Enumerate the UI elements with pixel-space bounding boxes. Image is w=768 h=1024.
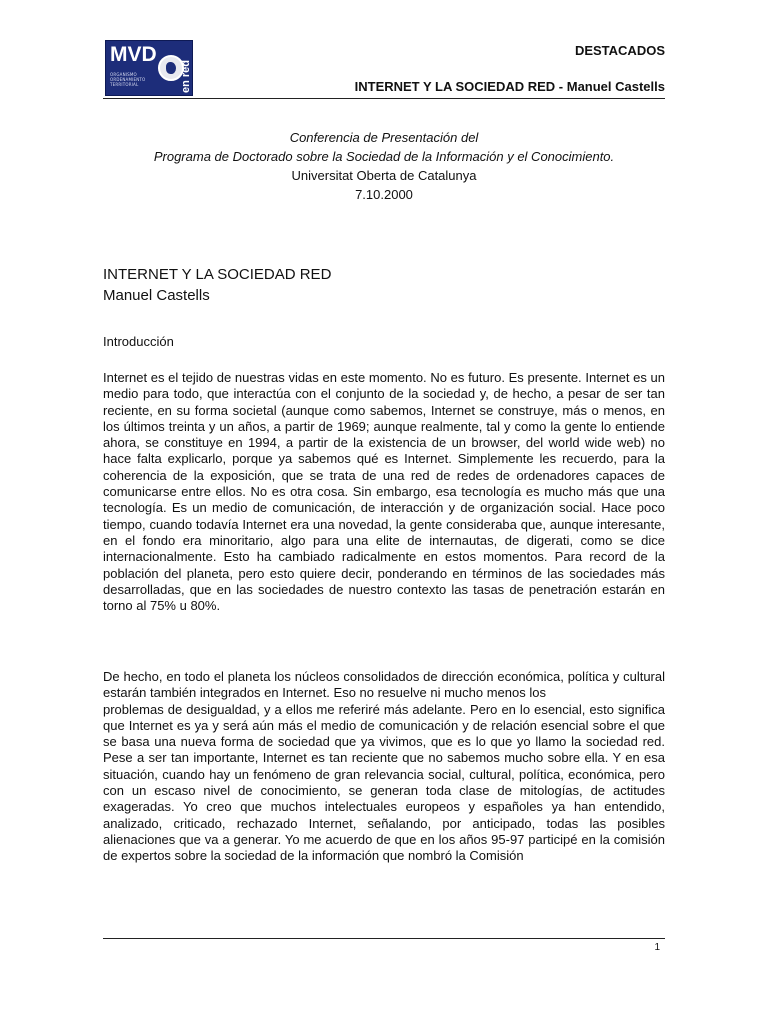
page-number: 1 — [654, 942, 660, 953]
conference-date: 7.10.2000 — [355, 187, 413, 202]
header-subtitle: INTERNET Y LA SOCIEDAD RED - Manuel Castells — [354, 79, 665, 94]
footer-divider — [103, 938, 665, 939]
section-heading: Introducción — [103, 334, 174, 349]
mvd-logo — [105, 40, 193, 96]
logo-small-text: ORGANISMO ORDENAMIENTO TERRITORIAL — [110, 72, 146, 87]
header-section-label: DESTACADOS — [574, 43, 665, 58]
header-divider — [103, 98, 665, 99]
conference-info — [103, 128, 665, 204]
article-heading — [103, 264, 331, 306]
conference-line-1: Conferencia de Presentación del — [289, 130, 479, 145]
conference-line-2: Programa de Doctorado sobre la Sociedad de la Información y el Conocimiento. — [153, 149, 615, 164]
logo-mvd-text: MVD — [110, 43, 157, 66]
article-title: INTERNET Y LA SOCIEDAD RED — [103, 266, 332, 283]
conference-line-3: Universitat Oberta de Catalunya — [291, 168, 477, 183]
logo-en-red-text: en red — [180, 59, 192, 93]
paragraph-2: De hecho, en todo el planeta los núcleos consolidados de dirección económica, política y cultural estarán también integrados en Internet. Eso no resuelve ni mucho menos los problemas de desigualdad, y a ellos me referiré más adelante. Pero en lo esencial, esto significa que Internet es ya y será aún más el medio de comunicación y de relación esencial sobre el que se basa una nueva forma de sociedad que ya vivimos, que es lo que yo llamo la sociedad red. Pese a ser tan importante, Internet es tan reciente que no sabemos mucho sobre ella. Y en esa situación, cuando hay un fenómeno de gran relevancia social, cultural, política, económica, pero con un escaso nivel de conocimiento, se generan toda clase de mitologías, de actitudes exageradas. Yo creo que muchos intelectuales europeos y españoles ya han entendido, analizado, criticado, rechazado Internet, señalando, por anticipado, todas las posibles alienaciones que va a generar. Yo me acuerdo de que en los años 95-97 participé en la comisión de expertos sobre la sociedad de la información que nombró la Comisión — [103, 669, 665, 864]
article-author: Manuel Castells — [103, 287, 210, 304]
paragraph-1: Internet es el tejido de nuestras vidas en este momento. No es futuro. Es presente. Internet es un medio para todo, que interactúa con el conjunto de la sociedad y, de hecho, a pesar de ser tan reciente, en su forma societal (aunque como sabemos, Internet se construye, más o menos, en los últimos treinta y un años, a partir de 1969; aunque realmente, tal y como la gente lo entiende ahora, se constituye en 1994, a partir de la existencia de un browser, del world wide web) no hace falta explicarlo, porque ya sabemos qué es Internet. Simplemente les recuerdo, para la coherencia de la exposición, que se trata de una red de redes de ordenadores capaces de comunicarse entre ellos. No es otra cosa. Sin embargo, esa tecnología es mucho más que una tecnología. Es un medio de comunicación, de interacción y de organización social. Hace poco tiempo, cuando todavía Internet era una novedad, la gente consideraba que, aunque interesante, en el fondo era minoritario, algo para una elite de internautas, de digerati, como se dice internacionalmente. Esto ha cambiado radicalmente en estos momentos. Para record de la población del planeta, pero esto quiere decir, ponderando en términos de las sociedades más desarrolladas, que en las sociedades de nuestro contexto las tasas de penetración estarán en torno al 75% u 80%. — [103, 370, 665, 614]
